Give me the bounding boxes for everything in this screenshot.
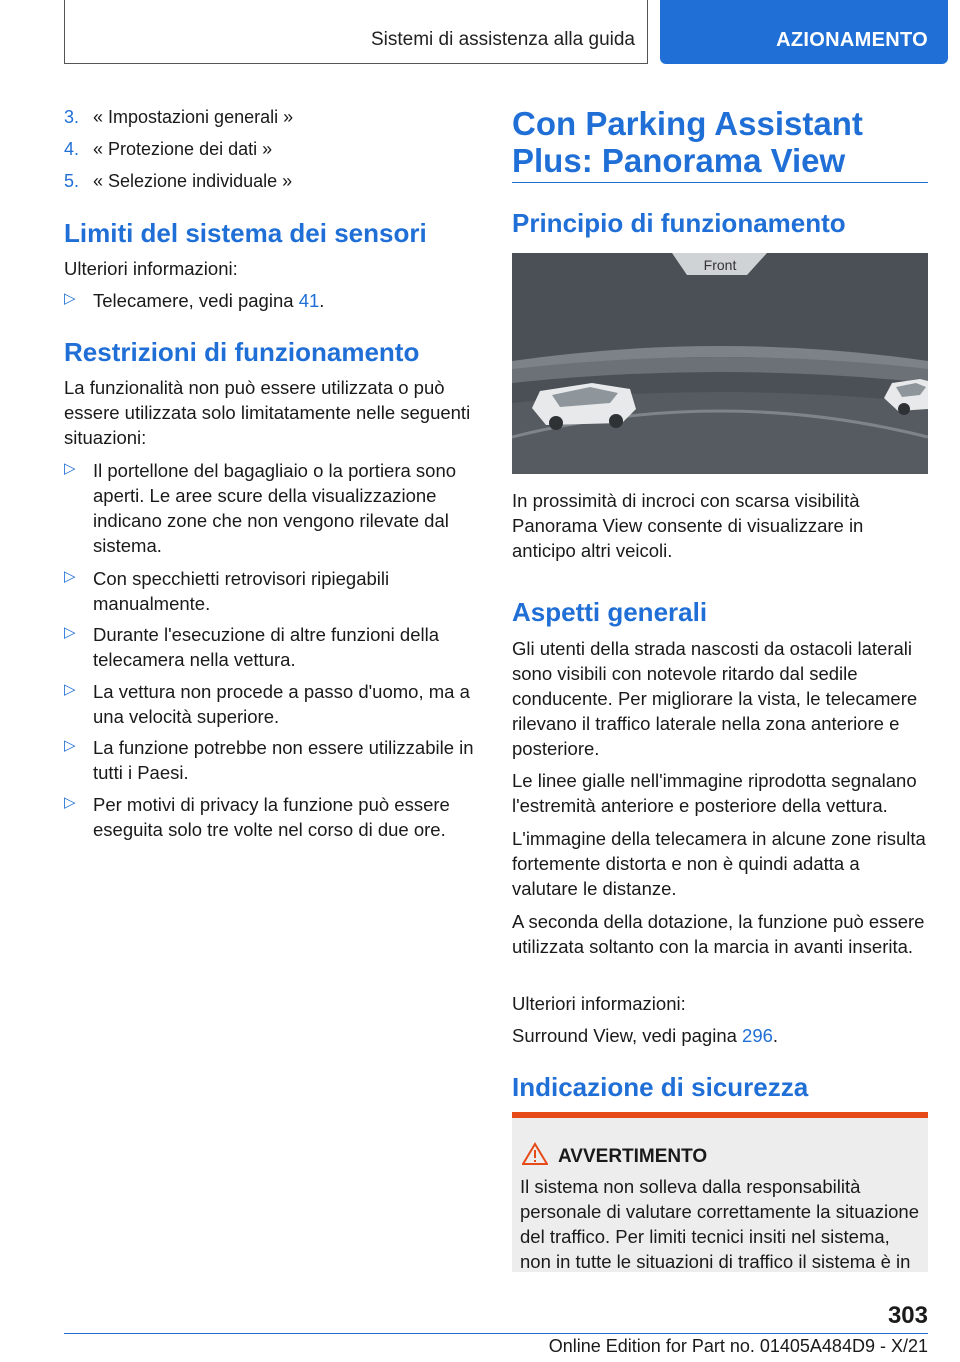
list-item-suffix: . (319, 290, 325, 311)
step-text: « Selezione individuale » (93, 171, 293, 191)
bullet-triangle-icon: ▷ (64, 568, 76, 585)
bullet-triangle-icon: ▷ (64, 290, 76, 307)
general-heading: Aspetti generali (512, 597, 708, 627)
main-heading: Con Parking Assistant Plus: Panorama View (512, 105, 863, 179)
panorama-view-illustration (512, 253, 928, 474)
safety-heading: Indicazione di sicurezza (512, 1072, 809, 1102)
page-link[interactable]: 41 (298, 290, 320, 311)
bullet-triangle-icon: ▷ (64, 681, 76, 698)
step-number: 5. (64, 171, 80, 191)
warning-text: Il sistema non solleva dalla responsabilità personale di valutare correttamente la situazione del traffico. Per limiti tecnici insiti nel sistema, non in tutte le situazioni di traffico il sistema è in (520, 1176, 920, 1272)
general-paragraph-2: Le linee gialle nell'immagine riprodotta segnalano l'estremità anteriore e posteriore della vettura. (512, 770, 917, 816)
general-paragraph-3: L'immagine della telecamera in alcune zone risulta fortemente distorta e non è quindi adatta a valutare le distanze. (512, 828, 926, 899)
warning-triangle-icon (522, 1142, 548, 1166)
general-paragraph-4: A seconda della dotazione, la funzione può essere utilizzata soltanto con la marcia in avanti inserita. (512, 911, 925, 957)
footer-edition: Online Edition for Part no. 01405A484D9 - X/21 (548, 1336, 928, 1356)
front-label: Front (703, 257, 737, 273)
restrictions-heading: Restrizioni di funzionamento (64, 337, 420, 367)
sensor-limits-heading: Limiti del sistema dei sensori (64, 218, 427, 248)
list-item-text: Durante l'esecuzione di altre funzioni della telecamera nella vettura. (93, 624, 439, 670)
list-item-text: Il portellone del bagagliaio o la portiera sono aperti. Le aree scure della visualizzazione indicano zone che non vengono rilevate dal sistema. (93, 460, 457, 556)
bullet-triangle-icon: ▷ (64, 460, 76, 477)
principle-text: In prossimità di incroci con scarsa visibilità Panorama View consente di visualizzare in anticipo altri veicoli. (512, 490, 864, 561)
reference-suffix: . (772, 1025, 779, 1046)
car-left-icon (532, 383, 636, 430)
list-item-label: Telecamere, vedi pagina (93, 290, 299, 311)
list-item-text: La vettura non procede a passo d'uomo, ma a una velocità superiore. (93, 681, 470, 727)
general-paragraph-5: Ulteriori informazioni: (512, 993, 686, 1014)
step-number: 4. (64, 139, 80, 159)
list-item-text: La funzione potrebbe non essere utilizzabile in tutti i Paesi. (93, 737, 474, 783)
header-chapter-tab[interactable] (660, 0, 948, 64)
bullet-triangle-icon: ▷ (64, 794, 76, 811)
step-text: « Protezione dei dati » (93, 139, 273, 159)
header-section-title: Sistemi di assistenza alla guida (370, 29, 635, 50)
list-item-text (93, 288, 478, 313)
page-link[interactable]: 296 (742, 1025, 773, 1046)
reference-text: Surround View, vedi pagina (512, 1025, 743, 1046)
list-item-text: Per motivi di privacy la funzione può essere eseguita solo tre volte nel corso di due ore. (93, 794, 450, 840)
footer-rule (64, 1333, 928, 1334)
bullet-triangle-icon: ▷ (64, 737, 76, 754)
bullet-triangle-icon: ▷ (64, 624, 76, 641)
step-number: 3. (64, 107, 80, 127)
warning-box (512, 1112, 928, 1272)
principle-heading: Principio di funzionamento (512, 208, 846, 238)
heading-rule (512, 182, 928, 183)
step-text: « Impostazioni generali » (93, 107, 294, 127)
page-number: 303 (887, 1302, 928, 1329)
restrictions-intro: La funzionalità non può essere utilizzata o può essere utilizzata solo limitatamente nelle seguenti situazioni: (64, 377, 471, 448)
header-chapter-label: AZIONAMENTO (776, 29, 928, 51)
general-paragraph-6 (512, 1023, 928, 1048)
list-item-text: Con specchietti retrovisori ripiegabili manualmente. (93, 568, 390, 614)
header-section-box (64, 0, 648, 64)
warning-title: AVVERTIMENTO (558, 1146, 708, 1167)
sensor-limits-intro: Ulteriori informazioni: (64, 258, 238, 279)
general-paragraph-1: Gli utenti della strada nascosti da ostacoli laterali sono visibili con notevole ritardo dal sedile conducente. Per migliorare la vista, le telecamere rilevano il traffico laterale nella zona anteriore e posteriore. (512, 638, 918, 759)
